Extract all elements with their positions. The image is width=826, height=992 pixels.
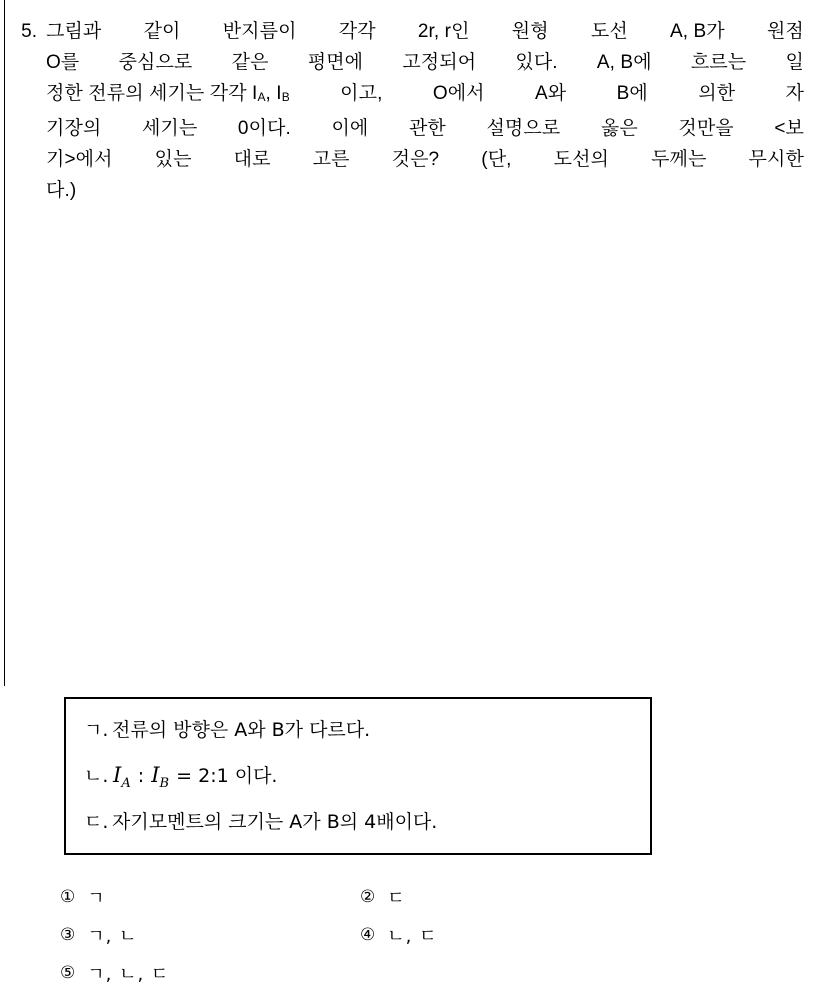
choice-row-3	[60, 954, 680, 992]
choice-4-number: ④	[360, 925, 376, 945]
choice-5-number: ⑤	[60, 963, 76, 983]
page-margin-rule	[4, 0, 5, 686]
choice-3[interactable]	[60, 922, 360, 948]
bogi-item-1-mark: ㄱ.	[84, 719, 109, 741]
bogi-item-1-text: 전류의 방향은 A와 B가 다르다.	[112, 719, 371, 741]
ratio-colon: :	[137, 765, 151, 787]
question-line-3: 정한 전류의 세기는 각각 $I_A$, $I_B$ 이고, O에서 A와 B에 의한 자	[46, 83, 804, 104]
choice-row-1	[60, 878, 680, 916]
question-block	[14, 16, 804, 206]
choice-4-label: ㄴ, ㄷ	[387, 926, 438, 947]
current-b-symbol: $I_B$	[151, 763, 170, 792]
choice-3-label: ㄱ, ㄴ	[87, 926, 138, 947]
bogi-item-2-text: = 2:1 이다.	[176, 765, 278, 787]
bogi-item-2-mark: ㄴ.	[84, 765, 109, 787]
question-line-2: O를 중심으로 같은 평면에 고정되어 있다. A, B에 흐르는 일	[46, 52, 804, 73]
current-a-symbol: $I_A$	[113, 763, 131, 792]
bogi-item-3-text: 자기모멘트의 크기는 A가 B의 4배이다.	[112, 811, 438, 833]
bogi-item-3-mark: ㄷ.	[84, 811, 109, 833]
choice-1[interactable]	[60, 884, 360, 910]
choice-2[interactable]	[360, 884, 406, 910]
question-line-4: 기장의 세기는 0이다. 이에 관한 설명으로 옳은 것만을 <보	[46, 118, 804, 139]
choice-row-2	[60, 916, 680, 954]
choice-1-label: ㄱ	[87, 888, 106, 909]
bogi-item-3	[84, 807, 437, 834]
choice-3-number: ③	[60, 925, 76, 945]
bogi-box	[64, 697, 652, 855]
question-line-6: 다.)	[46, 180, 77, 201]
question-stem	[14, 16, 804, 206]
question-text	[46, 16, 804, 206]
question-line-1: 그림과 같이 반지름이 각각 2r, r인 원형 도선 A, B가 원점	[46, 21, 804, 42]
answer-choices	[60, 878, 680, 992]
choice-4[interactable]	[360, 922, 437, 948]
choice-2-number: ②	[360, 887, 376, 907]
question-number: 5.	[21, 21, 37, 42]
choice-1-number: ①	[60, 887, 76, 907]
question-line-5: 기>에서 있는 대로 고른 것은? (단, 도선의 두께는 무시한	[46, 149, 804, 170]
bogi-item-1	[84, 715, 370, 742]
choice-5-label: ㄱ, ㄴ, ㄷ	[87, 964, 170, 985]
bogi-item-2	[84, 761, 277, 791]
choice-2-label: ㄷ	[387, 888, 406, 909]
choice-5[interactable]	[60, 960, 360, 986]
